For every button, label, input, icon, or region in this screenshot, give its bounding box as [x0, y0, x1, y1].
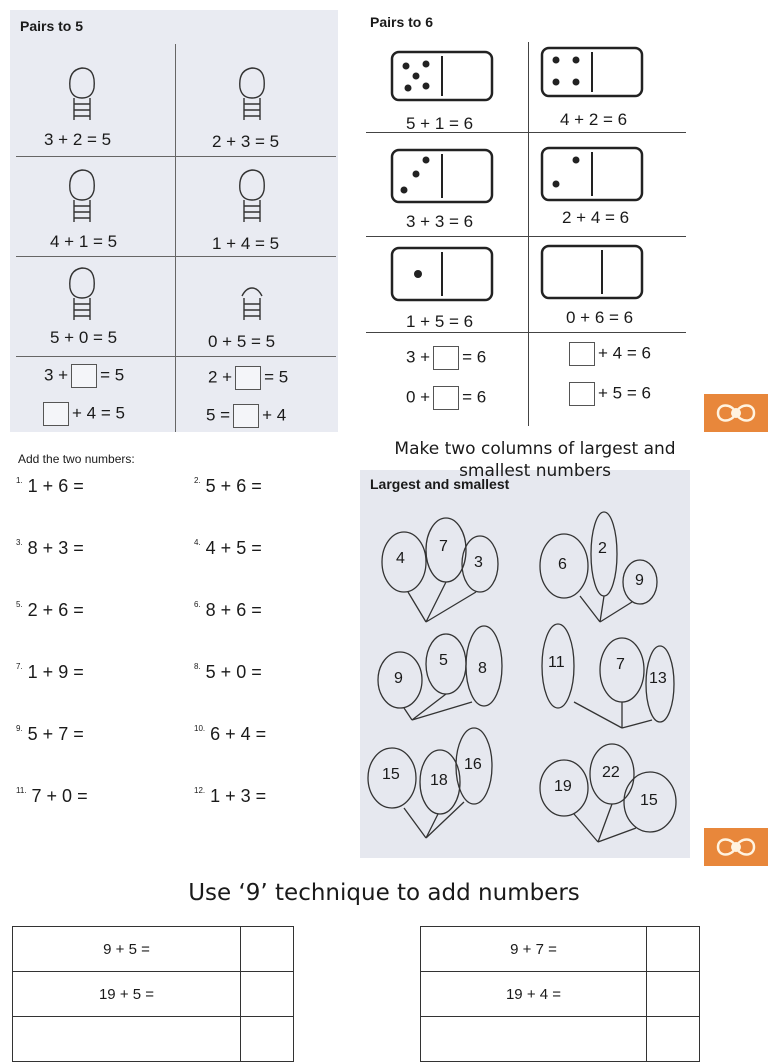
equation-part: 3 + [406, 347, 431, 367]
question-number: 8. [194, 662, 201, 671]
table-cell [13, 1017, 241, 1062]
equation-part: 3 + [44, 365, 69, 385]
balloon-number: 2 [598, 540, 607, 557]
question-expression: 4 + 5 = [205, 538, 262, 558]
school-logo-icon [704, 828, 768, 866]
question-expression: 1 + 6 = [27, 476, 84, 496]
fist-icon [232, 258, 272, 324]
blank-equation [406, 386, 486, 410]
question-number: 3. [16, 538, 23, 547]
question-number: 10. [194, 724, 206, 733]
addition-question [16, 538, 84, 559]
column-divider [175, 44, 176, 432]
balloon-number: 5 [439, 652, 448, 669]
row-divider [16, 356, 336, 357]
equation: 0 + 6 = 6 [566, 308, 634, 327]
domino-icon [388, 244, 496, 304]
answer-box[interactable] [233, 404, 259, 428]
question-expression: 2 + 6 = [27, 600, 84, 620]
equation-part: + 4 = 5 [72, 403, 125, 423]
addition-question [16, 600, 84, 621]
balloon-number: 19 [554, 778, 572, 795]
equation-part: 0 + [406, 387, 431, 407]
pairs-to-6-worksheet [362, 8, 692, 428]
equation: 3 + 2 = 5 [44, 130, 112, 149]
equation-part: + 4 [262, 405, 287, 425]
addition-question [194, 662, 262, 683]
balloon-number: 9 [394, 670, 403, 687]
question-number: 12. [194, 786, 206, 795]
answer-cell[interactable] [241, 1017, 294, 1062]
blank-equation [406, 346, 486, 370]
table-cell: 19 + 5 = [13, 972, 241, 1017]
domino-icon [388, 48, 496, 104]
question-expression: 1 + 3 = [210, 786, 267, 806]
addition-question [194, 476, 262, 497]
addition-heading: Add the two numbers: [18, 452, 135, 466]
domino-icon [538, 44, 646, 100]
question-number: 1. [16, 476, 23, 485]
blank-equation [40, 402, 125, 426]
answer-box[interactable] [433, 346, 459, 370]
balloon-number: 8 [478, 660, 487, 677]
table-row [421, 927, 700, 972]
question-expression: 8 + 3 = [27, 538, 84, 558]
balloon-number: 7 [439, 538, 448, 555]
question-number: 9. [16, 724, 23, 733]
question-number: 6. [194, 600, 201, 609]
domino-icon [538, 144, 646, 204]
fist-icon [62, 160, 102, 226]
question-expression: 5 + 6 = [205, 476, 262, 496]
blank-equation [566, 342, 651, 366]
answer-cell[interactable] [647, 972, 700, 1017]
equation-part: 2 + [208, 367, 233, 387]
pairs-to-5-worksheet [10, 10, 338, 432]
equation: 5 + 1 = 6 [406, 114, 474, 133]
question-expression: 5 + 0 = [205, 662, 262, 682]
largest-smallest-title: Largest and smallest [370, 476, 510, 492]
blank-equation [208, 366, 288, 390]
question-expression: 5 + 7 = [27, 724, 84, 744]
balloon-number: 6 [558, 556, 567, 573]
question-expression: 1 + 9 = [27, 662, 84, 682]
nine-technique-title: Use ‘9’ technique to add numbers [188, 880, 580, 906]
row-divider [366, 236, 686, 237]
balloon-number: 9 [635, 572, 644, 589]
equation: 1 + 4 = 5 [212, 234, 280, 253]
fist-icon [62, 58, 102, 124]
equation: 4 + 1 = 5 [50, 232, 118, 251]
balloon-number: 18 [430, 772, 448, 789]
question-expression: 7 + 0 = [31, 786, 88, 806]
margin-strip [682, 14, 692, 144]
answer-box[interactable] [569, 342, 595, 366]
question-number: 2. [194, 476, 201, 485]
nine-technique-table-right [420, 926, 700, 1062]
addition-question [194, 786, 266, 807]
balloon-number: 16 [464, 756, 482, 773]
equation-part: = 6 [462, 347, 487, 367]
equation: 2 + 4 = 6 [562, 208, 630, 227]
balloon-number: 15 [382, 766, 400, 783]
equation-part: + 5 = 6 [598, 383, 651, 403]
addition-question [16, 786, 88, 807]
addition-question [16, 662, 84, 683]
domino-icon [538, 242, 646, 302]
table-cell [421, 1017, 647, 1062]
equation-part: + 4 = 6 [598, 343, 651, 363]
balloon-number: 11 [548, 654, 565, 671]
answer-cell[interactable] [241, 972, 294, 1017]
answer-cell[interactable] [241, 927, 294, 972]
fist-icon [62, 258, 102, 324]
table-row [421, 1017, 700, 1062]
question-number: 5. [16, 600, 23, 609]
fist-icon [232, 160, 272, 226]
equation: 1 + 5 = 6 [406, 312, 474, 331]
question-number: 11. [16, 786, 27, 795]
addition-question [16, 724, 84, 745]
addition-question [194, 724, 266, 745]
column-divider [528, 42, 529, 426]
balloon-number: 15 [640, 792, 658, 809]
table-row [13, 972, 294, 1017]
balloon-number: 13 [649, 670, 667, 687]
addition-question [194, 538, 262, 559]
table-cell: 19 + 4 = [421, 972, 647, 1017]
answer-box[interactable] [235, 366, 261, 390]
blank-equation [44, 364, 124, 388]
pairs-to-5-title: Pairs to 5 [20, 18, 84, 34]
table-cell: 9 + 7 = [421, 927, 647, 972]
blank-equation [206, 404, 286, 428]
addition-question [16, 476, 84, 497]
equation: 5 + 0 = 5 [50, 328, 118, 347]
table-row [13, 927, 294, 972]
equation-part: = 6 [462, 387, 487, 407]
question-expression: 8 + 6 = [205, 600, 262, 620]
table-cell: 9 + 5 = [13, 927, 241, 972]
question-number: 4. [194, 538, 201, 547]
row-divider [16, 256, 336, 257]
balloon-number: 3 [474, 554, 483, 571]
nine-technique-table-left [12, 926, 294, 1062]
balloon-number: 4 [396, 550, 405, 567]
domino-icon [388, 146, 496, 206]
answer-box[interactable] [43, 402, 69, 426]
fist-icon [232, 58, 272, 124]
answer-cell[interactable] [647, 1017, 700, 1062]
equation: 4 + 2 = 6 [560, 110, 628, 129]
balloon-number: 7 [616, 656, 625, 673]
equation-part: = 5 [100, 365, 125, 385]
row-divider [366, 332, 686, 333]
answer-box[interactable] [71, 364, 97, 388]
school-logo-icon [704, 394, 768, 432]
question-expression: 6 + 4 = [210, 724, 267, 744]
equation-part: 5 = [206, 405, 231, 425]
addition-question [194, 600, 262, 621]
answer-box[interactable] [433, 386, 459, 410]
table-row [421, 972, 700, 1017]
answer-box[interactable] [569, 382, 595, 406]
pairs-to-6-title: Pairs to 6 [370, 14, 434, 30]
equation: 2 + 3 = 5 [212, 132, 280, 151]
largest-smallest-worksheet [360, 470, 690, 858]
blank-equation [566, 382, 651, 406]
question-number: 7. [16, 662, 23, 671]
answer-cell[interactable] [647, 927, 700, 972]
equation: 0 + 5 = 5 [208, 332, 276, 351]
row-divider [16, 156, 336, 157]
largest-smallest-instruction: Make two columns of largest and smallest numbers [394, 439, 676, 481]
balloon-number: 22 [602, 764, 620, 781]
table-row [13, 1017, 294, 1062]
equation-part: = 5 [264, 367, 289, 387]
equation: 3 + 3 = 6 [406, 212, 474, 231]
